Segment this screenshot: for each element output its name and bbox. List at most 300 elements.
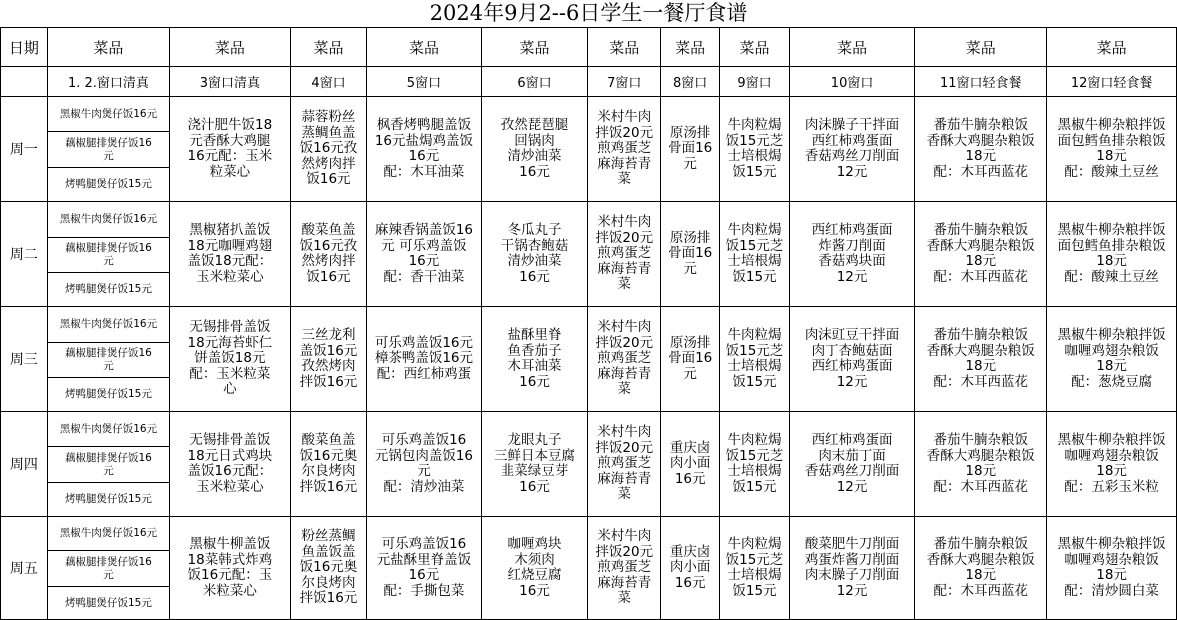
set-meal-line: 黑椒牛肉煲仔饭16元	[59, 318, 158, 330]
dish-line: 米粒菜心	[202, 582, 257, 599]
dish-cell	[789, 202, 915, 307]
dish-line: 16元	[519, 268, 550, 285]
dish-line: 回锅肉	[514, 132, 555, 149]
dish-line: 盖饭18元配：	[187, 253, 273, 269]
dish-header: 菜品	[170, 28, 290, 67]
set-meal-line: 元	[103, 255, 114, 267]
set-meal-cell	[47, 378, 169, 412]
window-row	[1, 67, 1177, 97]
dish-line: 配：玉米粒菜	[189, 365, 271, 382]
dish-cell	[915, 307, 1047, 412]
dish-line: 骨面16	[668, 140, 713, 157]
dish-line: 玉米粒菜心	[196, 268, 264, 285]
dish-line: 18元	[965, 148, 997, 164]
dish-cell	[367, 307, 481, 412]
dish-line: 炸酱刀削面	[818, 237, 886, 254]
dish-line: 肉沫臊子干拌面	[804, 117, 900, 133]
dish-cell	[367, 517, 481, 620]
dish-line: 18元日式鸡块	[187, 447, 273, 464]
dish-line: 面包鳕鱼排杂粮饭	[1057, 132, 1166, 149]
dish-cell	[170, 202, 290, 307]
dish-line: 拌饭20元	[595, 229, 654, 246]
dish-line: 士培根焗	[727, 463, 782, 479]
day-row	[1, 97, 1177, 132]
day-label: 周五	[1, 517, 48, 620]
dish-line: 然烤肉拌	[301, 253, 356, 269]
dish-line: 18元	[1096, 567, 1127, 583]
dish-line: 无锡排骨盖饭	[189, 432, 271, 448]
day-label: 周二	[1, 202, 48, 307]
dish-line: 原汤排	[669, 229, 711, 246]
set-meal-cell	[47, 447, 169, 483]
dish-cell	[661, 202, 720, 307]
dish-line: 配：清炒圆白菜	[1064, 582, 1159, 599]
dish-line: 黑椒牛柳盖饭	[189, 536, 271, 552]
dish-line: 饭15元芝	[725, 342, 784, 359]
dish-line: 干锅杏鲍菇	[500, 237, 569, 254]
dish-line: 配：酸辣土豆丝	[1064, 163, 1159, 180]
dish-line: 牛肉粒焗	[727, 327, 782, 343]
dish-line: 重庆卤	[669, 543, 711, 560]
dish-line: 饭15元	[732, 478, 777, 495]
set-meal-cell	[47, 97, 169, 132]
dish-line: 12元	[836, 268, 868, 285]
dish-line: 香酥大鸡腿杂粮饭	[926, 342, 1035, 359]
dish-line: 饭15元	[732, 268, 777, 285]
dish-header: 菜品	[588, 28, 661, 67]
dish-line: 米村牛肉	[597, 214, 652, 231]
dish-line: 菜	[617, 381, 632, 398]
dish-line: 樟茶鸭盖饭16元	[374, 350, 474, 367]
dish-line: 饭16元配：玉	[187, 567, 273, 583]
dish-cell	[588, 307, 661, 412]
dish-line: 面包鳕鱼排杂粮饭	[1057, 237, 1166, 254]
dish-line: 鸡蛋炸酱刀削面	[804, 551, 900, 568]
dish-line: 饭15元芝	[725, 447, 784, 464]
dish-cell	[1047, 97, 1177, 202]
dish-line: 香酥大鸡腿杂粮饭	[926, 447, 1035, 464]
dish-line: 咖喱鸡翅杂粮饭	[1064, 551, 1159, 568]
dish-line: 12元	[836, 373, 868, 390]
header-row	[1, 28, 1177, 67]
dish-cell	[915, 202, 1047, 307]
set-meal-cell	[47, 483, 169, 517]
dish-line: 木耳油菜	[507, 358, 562, 374]
dish-header: 菜品	[720, 28, 790, 67]
dish-line: 麻海苔青	[597, 365, 652, 382]
dish-line: 元 可乐鸡盖饭	[381, 237, 467, 254]
dish-line: 饭16元	[306, 268, 351, 285]
dish-cell	[789, 412, 915, 517]
dish-line: 牛肉粒焗	[727, 117, 782, 133]
dish-cell	[789, 517, 915, 620]
dish-line: 香菇鸡丝刀削面	[804, 148, 900, 164]
dish-line: 番茄牛腩杂粮饭	[933, 117, 1029, 133]
dish-line: 枫香烤鸭腿盖饭	[376, 117, 472, 133]
dish-line: 士培根焗	[727, 358, 782, 374]
dish-line: 孜然琵琶腿	[500, 117, 569, 133]
dish-cell	[290, 307, 367, 412]
dish-line: 16元	[408, 253, 440, 269]
dish-line: 鱼盖饭盖	[301, 543, 356, 560]
window-corner	[1, 67, 48, 97]
dish-line: 配：木耳西蓝花	[933, 268, 1029, 285]
dish-line: 元	[683, 155, 697, 172]
dish-header: 菜品	[290, 28, 367, 67]
dish-header: 菜品	[661, 28, 720, 67]
dish-cell	[720, 412, 790, 517]
day-row	[1, 412, 1177, 447]
window-label: 7窗口	[588, 67, 661, 97]
dish-cell	[915, 97, 1047, 202]
dish-line: 配：木耳西蓝花	[933, 478, 1029, 495]
dish-line: 配：五彩玉米粒	[1064, 478, 1159, 495]
dish-line: 饭16元	[306, 171, 351, 188]
dish-line: 煎鸡蛋芝	[597, 140, 652, 157]
dish-line: 18菜韩式炸鸡	[187, 551, 273, 568]
dish-line: 12元	[836, 582, 868, 599]
day-row	[1, 202, 1177, 238]
dish-cell	[367, 412, 481, 517]
dish-header: 菜品	[1047, 28, 1177, 67]
dish-line: 18元	[965, 358, 997, 374]
day-label: 周四	[1, 412, 48, 517]
set-meal-line: 元	[103, 568, 114, 581]
dish-line: 16元	[408, 148, 440, 164]
dish-line: 清炒油菜	[507, 253, 562, 269]
dish-line: 米村牛肉	[597, 109, 652, 126]
dish-line: 18元海苔虾仁	[187, 334, 273, 351]
set-meal-line: 藕椒腿排煲仔饭16	[65, 136, 152, 149]
dish-line: 18元咖喱鸡翅	[187, 237, 273, 254]
dish-line: 元	[417, 463, 431, 479]
dish-line: 拌饭20元	[595, 124, 654, 141]
dish-line: 盐酥里脊	[507, 327, 562, 343]
dish-line: 酸菜鱼盖	[301, 432, 356, 448]
dish-line: 18元	[1096, 358, 1127, 374]
set-meal-line: 烤鸭腿煲仔饭15元	[65, 283, 152, 295]
dish-line: 牛肉粒焗	[727, 536, 782, 552]
dish-line: 黑椒牛柳杂粮拌饭	[1057, 222, 1166, 238]
dish-line: 煎鸡蛋芝	[597, 245, 652, 262]
dish-line: 黑椒牛柳杂粮拌饭	[1057, 327, 1166, 343]
set-meal-line: 藕椒腿排煲仔饭16	[65, 242, 152, 254]
dish-cell	[661, 517, 720, 620]
window-label: 3窗口清真	[170, 67, 290, 97]
dish-line: 菜	[617, 486, 632, 503]
dish-line: 韭菜绿豆芽	[500, 463, 569, 479]
dish-line: 元盐酥里脊盖饭	[376, 551, 472, 568]
date-header: 日期	[1, 28, 48, 67]
dish-line: 无锡排骨盖饭	[189, 319, 271, 336]
dish-line: 饭15元芝	[725, 237, 784, 254]
dish-line: 孜然烤肉	[301, 358, 356, 374]
dish-line: 配：酸辣土豆丝	[1064, 268, 1159, 285]
dish-line: 16元	[519, 582, 550, 599]
dish-line: 香酥大鸡腿杂粮饭	[926, 237, 1035, 254]
dish-line: 18元	[965, 463, 997, 479]
dish-line: 菜	[617, 276, 632, 293]
dish-line: 拌饭20元	[595, 439, 654, 456]
dish-header: 菜品	[481, 28, 588, 67]
dish-line: 肉小面	[669, 559, 711, 576]
dish-cell	[720, 517, 790, 620]
dish-line: 冬瓜丸子	[507, 222, 562, 238]
dish-line: 18元	[965, 253, 997, 269]
set-meal-line: 元	[103, 149, 114, 162]
set-meal-cell	[47, 307, 169, 343]
dish-line: 香菇鸡块面	[818, 253, 886, 269]
dish-line: 肉沫豇豆干拌面	[804, 327, 900, 343]
dish-line: 蒸鲷鱼盖	[301, 124, 356, 141]
set-meal-line: 藕椒腿排煲仔饭16	[65, 347, 152, 359]
dish-line: 玉米粒菜心	[196, 478, 264, 495]
set-meal-line: 元	[103, 360, 114, 372]
dish-line: 饭15元	[732, 373, 777, 390]
dish-cell	[588, 97, 661, 202]
dish-line: 重庆卤	[669, 439, 711, 456]
dish-line: 肉小面	[669, 455, 711, 472]
dish-line: 麻海苔青	[597, 470, 652, 487]
dish-line: 盖饭16元配：	[187, 463, 273, 479]
set-meal-cell	[47, 238, 169, 273]
set-meal-line: 藕椒腿排煲仔饭16	[65, 451, 152, 464]
set-meal-line: 元	[103, 464, 114, 477]
dish-line: 12元	[836, 478, 868, 495]
dish-line: 西红柿鸡蛋面	[811, 132, 893, 149]
dish-line: 饭16元孜	[299, 140, 358, 157]
dish-header: 菜品	[789, 28, 915, 67]
dish-header: 菜品	[367, 28, 481, 67]
dish-cell	[367, 97, 481, 202]
dish-line: 西红柿鸡蛋面	[811, 358, 893, 374]
window-label: 6窗口	[481, 67, 588, 97]
set-meal-line: 烤鸭腿煲仔饭15元	[65, 596, 152, 609]
dish-line: 12元	[836, 163, 868, 180]
dish-line: 16元盐焗鸡盖饭	[374, 132, 474, 149]
dish-line: 米村牛肉	[597, 319, 652, 336]
dish-line: 红烧豆腐	[507, 567, 562, 583]
dish-cell	[290, 97, 367, 202]
dish-line: 配：木耳西蓝花	[933, 582, 1029, 599]
dish-cell	[720, 97, 790, 202]
dish-line: 饼盖饭18元	[194, 350, 266, 367]
dish-cell	[720, 307, 790, 412]
dish-line: 18元	[1096, 463, 1127, 479]
dish-line: 饭16元奥	[299, 559, 358, 576]
set-meal-cell	[47, 517, 169, 551]
dish-line: 麻海苔青	[597, 155, 652, 172]
dish-line: 16元配：玉米	[187, 148, 273, 164]
day-row	[1, 517, 1177, 551]
dish-line: 可乐鸡盖饭16	[381, 536, 467, 552]
dish-cell	[170, 517, 290, 620]
dish-cell	[290, 412, 367, 517]
dish-line: 拌饭20元	[595, 334, 654, 351]
dish-line: 番茄牛腩杂粮饭	[933, 222, 1029, 238]
dish-line: 饭16元孜	[299, 237, 358, 254]
dish-line: 16元	[674, 574, 706, 591]
dish-line: 元香酥大鸡腿	[189, 132, 271, 149]
dish-line: 元锅包肉盖饭16	[374, 447, 474, 464]
dish-line: 煎鸡蛋芝	[597, 350, 652, 367]
dish-line: 麻海苔青	[597, 260, 652, 277]
dish-line: 配：木耳油菜	[383, 163, 465, 180]
dish-line: 麻辣香锅盖饭16	[374, 222, 474, 238]
dish-line: 饭15元	[732, 163, 777, 180]
dish-line: 清炒油菜	[507, 148, 562, 164]
menu-table	[0, 27, 1177, 620]
dish-line: 菜	[617, 171, 632, 188]
dish-line: 尔良烤肉	[301, 574, 356, 591]
dish-cell	[1047, 307, 1177, 412]
day-row	[1, 307, 1177, 343]
page-title: 2024年9月2--6日学生一餐厅食谱	[429, 1, 748, 25]
dish-line: 菜	[617, 590, 632, 607]
dish-line: 18元	[1096, 253, 1127, 269]
dish-line: 浇汁肥牛饭18	[187, 117, 273, 133]
dish-line: 配：清炒油菜	[383, 478, 465, 495]
dish-line: 煎鸡蛋芝	[597, 455, 652, 472]
dish-line: 粒菜心	[209, 163, 251, 180]
dish-line: 16元	[674, 470, 706, 487]
dish-line: 拌饭16元	[299, 590, 358, 607]
set-meal-cell	[47, 168, 169, 202]
dish-line: 牛肉粒焗	[727, 432, 782, 448]
dish-line: 木须肉	[514, 551, 555, 568]
dish-line: 士培根焗	[727, 253, 782, 269]
dish-line: 拌饭16元	[299, 373, 358, 390]
dish-cell	[290, 202, 367, 307]
dish-cell	[661, 307, 720, 412]
dish-line: 然烤肉拌	[301, 155, 356, 172]
dish-line: 16元	[519, 163, 550, 180]
dish-cell	[661, 412, 720, 517]
window-label: 10窗口	[789, 67, 915, 97]
dish-cell	[1047, 202, 1177, 307]
dish-line: 咖喱鸡翅杂粮饭	[1064, 342, 1159, 359]
window-label: 4窗口	[290, 67, 367, 97]
dish-cell	[481, 202, 588, 307]
dish-cell	[290, 517, 367, 620]
dish-line: 肉丁杏鲍菇面	[811, 342, 893, 359]
dish-cell	[1047, 517, 1177, 620]
set-meal-line: 烤鸭腿煲仔饭15元	[65, 493, 152, 505]
dish-line: 18元	[1096, 148, 1127, 164]
dish-cell	[588, 412, 661, 517]
dish-line: 士培根焗	[727, 148, 782, 164]
dish-line: 心	[223, 381, 237, 398]
dish-cell	[481, 412, 588, 517]
dish-line: 饭15元芝	[725, 551, 784, 568]
dish-cell	[588, 517, 661, 620]
dish-line: 尔良烤肉	[301, 463, 356, 479]
dish-line: 香酥大鸡腿杂粮饭	[926, 551, 1035, 568]
dish-line: 牛肉粒焗	[727, 222, 782, 238]
dish-line: 西红柿鸡蛋面	[811, 222, 893, 238]
window-label: 9窗口	[720, 67, 790, 97]
set-meal-cell	[47, 412, 169, 447]
set-meal-line: 黑椒牛肉煲仔饭16元	[59, 107, 158, 120]
set-meal-line: 黑椒牛肉煲仔饭16元	[59, 527, 158, 539]
dish-line: 配：葱烧豆腐	[1071, 373, 1153, 390]
window-label: 12窗口轻食餐	[1047, 67, 1177, 97]
set-meal-line: 黑椒牛肉煲仔饭16元	[59, 422, 158, 435]
set-meal-cell	[47, 551, 169, 587]
dish-line: 黑椒牛柳杂粮拌饭	[1057, 536, 1166, 552]
set-meal-line: 黑椒牛肉煲仔饭16元	[59, 213, 158, 225]
dish-line: 原汤排	[669, 334, 711, 351]
dish-line: 番茄牛腩杂粮饭	[933, 536, 1029, 552]
dish-line: 西红柿鸡蛋面	[811, 432, 893, 448]
day-label: 周三	[1, 307, 48, 412]
dish-cell	[661, 97, 720, 202]
dish-line: 黑椒牛柳杂粮拌饭	[1057, 117, 1166, 133]
dish-cell	[789, 97, 915, 202]
dish-cell	[481, 517, 588, 620]
dish-line: 番茄牛腩杂粮饭	[933, 327, 1029, 343]
dish-line: 蒜蓉粉丝	[301, 109, 356, 126]
dish-line: 骨面16	[668, 350, 713, 367]
dish-line: 粉丝蒸鲷	[301, 528, 356, 545]
dish-line: 配：手撕包菜	[383, 582, 465, 599]
dish-line: 骨面16	[668, 245, 713, 262]
dish-line: 酸菜肥牛刀削面	[804, 536, 900, 552]
dish-line: 16元	[408, 567, 440, 583]
set-meal-line: 烤鸭腿煲仔饭15元	[65, 388, 152, 400]
dish-line: 配：木耳西蓝花	[933, 163, 1029, 180]
dish-cell	[170, 307, 290, 412]
dish-line: 肉末臊子刀削面	[804, 567, 900, 583]
dish-line: 龙眼丸子	[507, 432, 562, 448]
dish-header: 菜品	[47, 28, 169, 67]
dish-cell	[789, 307, 915, 412]
set-meal-cell	[47, 343, 169, 378]
window-label: 1. 2.窗口清真	[47, 67, 169, 97]
set-meal-cell	[47, 202, 169, 238]
dish-cell	[915, 412, 1047, 517]
set-meal-cell	[47, 273, 169, 307]
dish-line: 配：西红柿鸡蛋	[376, 365, 472, 382]
dish-line: 配：木耳西蓝花	[933, 373, 1029, 390]
dish-cell	[170, 412, 290, 517]
day-label: 周一	[1, 97, 48, 202]
dish-line: 鱼香茄子	[507, 342, 562, 359]
set-meal-line: 藕椒腿排煲仔饭16	[65, 555, 152, 568]
dish-line: 可乐鸡盖饭16元	[374, 334, 474, 351]
dish-line: 元	[683, 260, 697, 277]
dish-line: 咖喱鸡块	[507, 536, 562, 552]
dish-cell	[367, 202, 481, 307]
dish-line: 盖饭16元	[299, 342, 358, 359]
window-label: 5窗口	[367, 67, 481, 97]
dish-line: 咖喱鸡翅杂粮饭	[1064, 447, 1159, 464]
dish-line: 原汤排	[669, 124, 711, 141]
dish-cell	[481, 307, 588, 412]
dish-line: 士培根焗	[727, 567, 782, 583]
set-meal-line: 烤鸭腿煲仔饭15元	[65, 178, 152, 190]
dish-cell	[720, 202, 790, 307]
dish-cell	[481, 97, 588, 202]
dish-cell	[1047, 412, 1177, 517]
dish-line: 16元	[519, 373, 550, 390]
dish-line: 米村牛肉	[597, 424, 652, 441]
dish-line: 黑椒牛柳杂粮拌饭	[1057, 432, 1166, 448]
window-label: 11窗口轻食餐	[915, 67, 1047, 97]
dish-line: 番茄牛腩杂粮饭	[933, 432, 1029, 448]
dish-line: 拌饭16元	[299, 478, 358, 495]
dish-line: 饭15元	[732, 582, 777, 599]
